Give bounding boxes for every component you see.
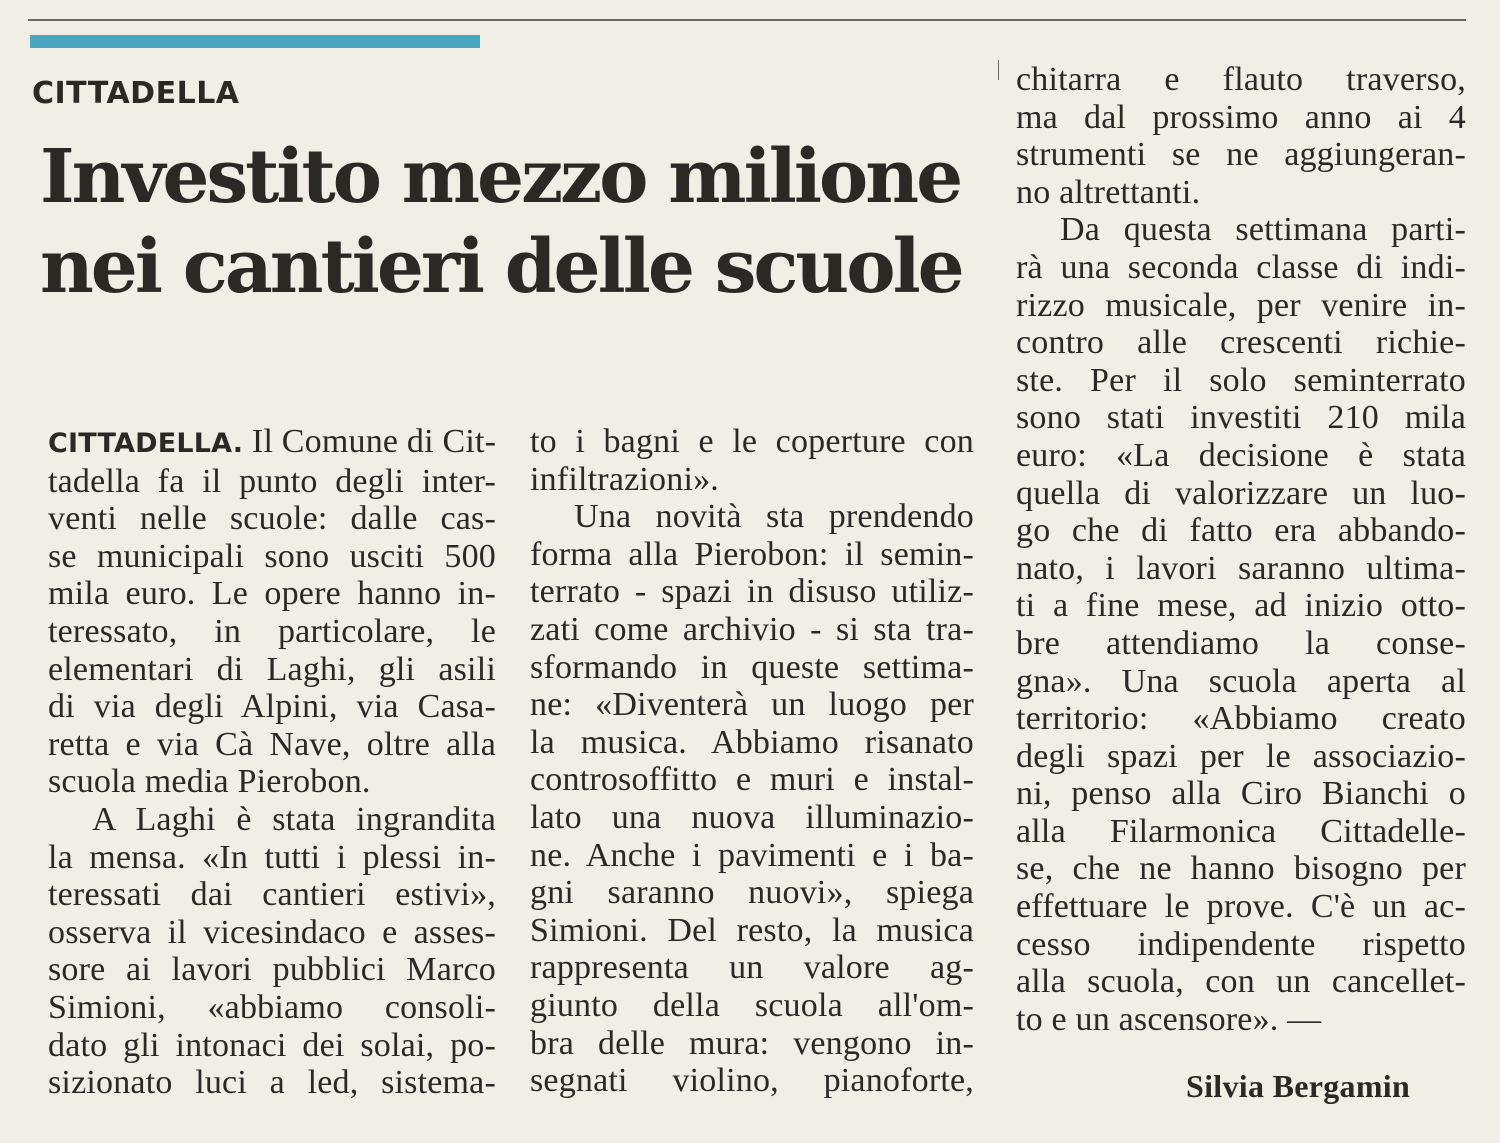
headline	[40, 132, 990, 312]
text-line: chitarra e flauto traverso,	[1016, 61, 1466, 98]
text-line: A Laghi è stata ingrandita	[92, 800, 496, 838]
headline-line: Investito mezzo milione	[40, 134, 961, 220]
text-line: segnati violino, pianoforte,	[530, 1062, 974, 1100]
text-line: sizionato luci a led, sistema-	[48, 1064, 496, 1102]
byline: Silvia Bergamin	[1186, 1068, 1411, 1104]
article-column-1	[48, 423, 496, 1102]
text-line: terrato - spazi in disuso utiliz-	[530, 573, 974, 611]
text-line: bre attendiamo la conse-	[1016, 624, 1466, 662]
text-line: euro: «La decisione è stata	[1016, 436, 1466, 474]
text-line: gni saranno nuovi», spiega	[530, 874, 974, 912]
text-line: Da questa settimana parti-	[1060, 211, 1466, 249]
text-line: sformando in queste settima-	[530, 648, 974, 686]
text-line: strumenti se ne aggiungeran-	[1016, 136, 1466, 174]
text-line: osserva il vicesindaco e asses-	[48, 913, 496, 951]
headline-line: nei cantieri delle scuole	[40, 224, 962, 310]
text-line: cesso indipendente rispetto	[1016, 925, 1466, 963]
section-accent-bar	[30, 35, 480, 48]
text-line: rappresenta un valore ag-	[530, 949, 974, 987]
text-line: forma alla Pierobon: il semin-	[530, 535, 974, 573]
text-line: bra delle mura: vengono in-	[530, 1024, 974, 1062]
text-line: zati come archivio - si sta tra-	[530, 610, 974, 648]
text-line: venti nelle scuole: dalle cas-	[48, 500, 496, 538]
text-line: giunto della scuola all'om-	[530, 986, 974, 1024]
text-line: mila euro. Le opere hanno in-	[48, 575, 496, 613]
text-line: territorio: «Abbiamo creato	[1016, 700, 1466, 738]
text-line: teressati dai cantieri estivi»,	[48, 876, 496, 914]
text-line: dato gli intonaci dei solai, po-	[48, 1026, 496, 1064]
text-line: se municipali sono usciti 500	[48, 537, 496, 575]
text-line: ma dal prossimo anno ai 4	[1016, 98, 1466, 136]
kicker: CITTADELLA	[32, 76, 240, 111]
text-line: teressato, in particolare, le	[48, 612, 496, 650]
text-line: rà una seconda classe di indi-	[1016, 248, 1466, 286]
text-line: ti a fine mese, ad inizio otto-	[1016, 587, 1466, 625]
dateline: CITTADELLA.	[48, 428, 244, 459]
text-line: nato, i lavori saranno ultima-	[1016, 549, 1466, 587]
text-line: scuola media Pierobon.	[48, 763, 371, 801]
text-line: se, che ne hanno bisogno per	[1016, 850, 1466, 888]
top-rule	[28, 19, 1466, 21]
text-line: elementari di Laghi, gli asili	[48, 650, 496, 688]
text-line: infiltrazioni».	[530, 460, 720, 498]
text-line: ste. Per il solo seminterrato	[1016, 361, 1466, 399]
text-line: rizzo musicale, per venire in-	[1016, 286, 1466, 324]
text-line: lato una nuova illuminazio-	[530, 798, 974, 836]
text-line: alla scuola, con un cancellet-	[1016, 963, 1466, 1001]
text-line: la mensa. «In tutti i plessi in-	[48, 838, 496, 876]
article-column-3	[1016, 61, 1466, 1038]
text-line: sore ai lavori pubblici Marco	[48, 951, 496, 989]
text-line: Simioni. Del resto, la musica	[530, 911, 974, 949]
text-line: ne: «Diventerà un luogo per	[530, 686, 974, 724]
text-line: quella di valorizzare un luo-	[1016, 474, 1466, 512]
text-line: ni, penso alla Ciro Bianchi o	[1016, 775, 1466, 813]
text-line: di via degli Alpini, via Casa-	[48, 688, 496, 726]
article-column-2	[530, 423, 974, 1100]
text-line: retta e via Cà Nave, oltre alla	[48, 725, 496, 763]
text-line: effettuare le prove. C'è un ac-	[1016, 888, 1466, 926]
text-line: Una novità sta prendendo	[574, 498, 974, 536]
text-line: controsoffitto e muri e instal-	[530, 761, 974, 799]
text-line: gna». Una scuola aperta al	[1016, 662, 1466, 700]
text-line: to i bagni e le coperture con	[530, 423, 974, 460]
text-line: ne. Anche i pavimenti e i ba-	[530, 836, 974, 874]
text-line: degli spazi per le associazio-	[1016, 737, 1466, 775]
text-line: no altrettanti.	[1016, 173, 1201, 211]
text-line: contro alle crescenti richie-	[1016, 324, 1466, 362]
text-line: to e un ascensore». —	[1016, 1000, 1322, 1038]
text-line: la musica. Abbiamo risanato	[530, 723, 974, 761]
text-line: CITTADELLA. Il Comune di Cit-	[48, 423, 497, 460]
text-line: go che di fatto era abbando-	[1016, 512, 1466, 550]
column-rule	[998, 60, 999, 80]
text-line: Simioni, «abbiamo consoli-	[48, 988, 496, 1026]
text-line: alla Filarmonica Cittadelle-	[1016, 812, 1466, 850]
text-line: tadella fa il punto degli inter-	[48, 462, 496, 500]
text-line: sono stati investiti 210 mila	[1016, 399, 1466, 437]
